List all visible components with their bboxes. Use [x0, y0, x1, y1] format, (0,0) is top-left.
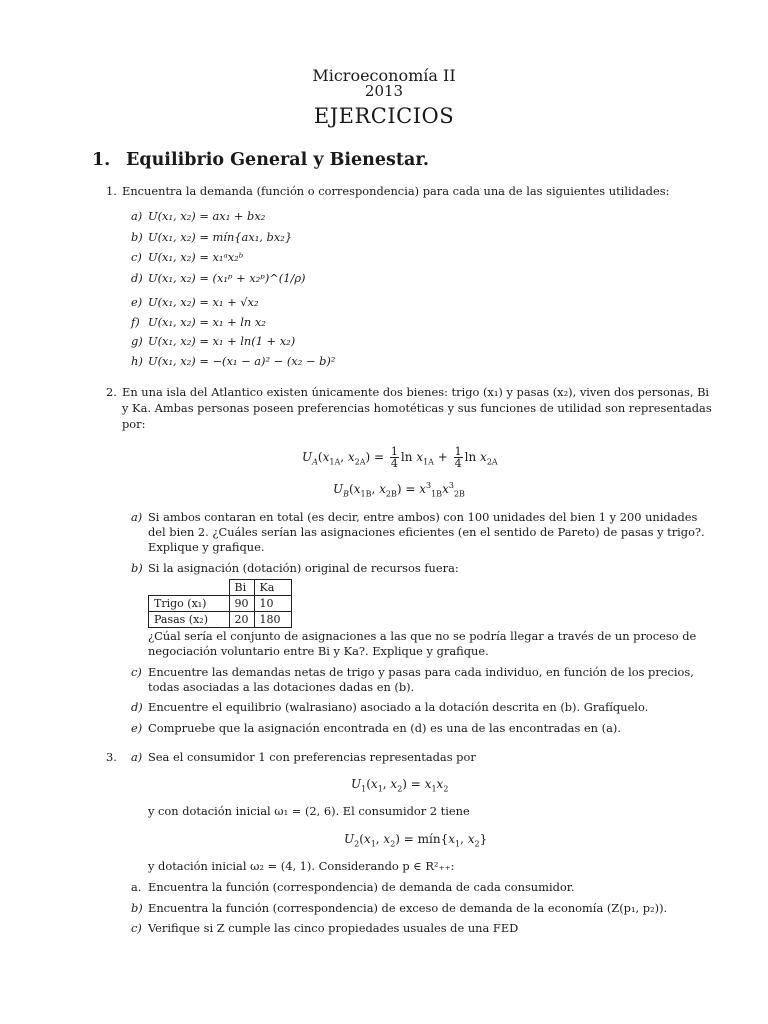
item-line: Encuentra la función (correspondencia) de demanda de cada consumidor. — [148, 880, 575, 894]
utility-expression: U(x₁, x₂) = (x₁ᵖ + x₂ᵖ)^(1/ρ) — [148, 271, 306, 285]
utility-expression: U(x₁, x₂) = x₁ + √x₂ — [148, 295, 259, 309]
question-1-number: 1. — [106, 184, 117, 198]
item-line: Verifique si Z cumple las cinco propiedades usuales de una FED — [148, 921, 519, 935]
question-2-line: y Ka. Ambas personas poseen preferencias homotéticas y sus funciones de utilidad son representadas — [122, 401, 712, 415]
table-header-cell — [149, 580, 230, 596]
table-row — [149, 612, 292, 628]
table-header-row — [149, 580, 292, 596]
utility-equation-a: $U_A(x_{1A}$, $x_{2A}$) = $\frac{1}{4}$ $\ln x_{1A}$ + $\frac{1}{4}$ $\ln x_{2A}$ — [302, 445, 498, 470]
item-line: todas asociadas a las dotaciones dadas en (b). — [148, 680, 415, 694]
consumer-2-utility: $U_2(x_1$, $x_2$) = $mín\{x_1$, $x_2$} — [344, 832, 488, 849]
question-2-number: 2. — [106, 385, 117, 399]
endowment-table — [148, 579, 292, 628]
utility-item-label: h) — [131, 354, 143, 368]
item-label: b) — [131, 561, 143, 575]
item-line: ¿Cúal sería el conjunto de asignaciones a las que no se podría llegar a través de un proceso de — [148, 629, 697, 643]
item-line: Explique y grafique. — [148, 540, 265, 554]
course-year: 2013 — [364, 82, 404, 100]
utility-expression: U(x₁, x₂) = ax₁ + bx₂ — [148, 209, 266, 223]
table-header-cell: Ka — [254, 580, 291, 596]
item-line: Encuentre las demandas netas de trigo y pasas para cada individuo, en función de los precios, — [148, 665, 694, 679]
utility-item-label: e) — [131, 295, 143, 309]
section-title: Equilibrio General y Bienestar. — [126, 150, 430, 170]
document-title: EJERCICIOS — [313, 104, 455, 128]
item-label: a) — [131, 510, 143, 524]
item-line: Encuentre el equilibrio (walrasiano) asociado a la dotación descrita en (b). Grafíquelo. — [148, 700, 649, 714]
table-cell: 90 — [229, 596, 254, 612]
item-label: c) — [131, 665, 142, 679]
item-line: negociación voluntario entre Bi y Ka?. Explique y grafique. — [148, 644, 489, 658]
section-number: 1. — [92, 150, 111, 170]
item-line: Sea el consumidor 1 con preferencias representadas por — [148, 750, 476, 764]
table-cell: 180 — [254, 612, 291, 628]
utility-item-label: c) — [131, 250, 142, 264]
utility-expression: U(x₁, x₂) = −(x₁ − a)² − (x₂ − b)² — [148, 354, 336, 368]
utility-expression: U(x₁, x₂) = x₁ + ln(1 + x₂) — [148, 334, 296, 348]
consumer-1-utility: $U_1(x_1$, $x_2) = x_1x_2$ — [351, 777, 449, 794]
section-heading — [92, 150, 429, 170]
item-label: e) — [131, 721, 143, 735]
table-cell: 20 — [229, 612, 254, 628]
item-label: a. — [131, 880, 142, 894]
utility-expression: U(x₁, x₂) = x₁ᵃx₂ᵇ — [148, 250, 244, 264]
item-line: Si ambos contaran en total (es decir, entre ambos) con 100 unidades del bien 1 y 200 unidades — [148, 510, 698, 524]
item-line: Encuentra la función (correspondencia) de exceso de demanda de la economía (Z(p₁, p₂)). — [148, 901, 668, 915]
item-label: c) — [131, 921, 142, 935]
item-label: d) — [131, 700, 143, 714]
table-cell: Pasas (x₂) — [149, 612, 230, 628]
question-2-line: por: — [122, 417, 146, 431]
question-2-line: En una isla del Atlantico existen únicamente dos bienes: trigo (x₁) y pasas (x₂), viven dos personas, Bi — [122, 385, 710, 399]
question-1-text: Encuentra la demanda (función o correspondencia) para cada una de las siguientes utilidades: — [122, 184, 670, 198]
utility-expression: U(x₁, x₂) = mín{ax₁, bx₂} — [148, 230, 293, 244]
utility-equation-b: $U_B(x_{1B}$, $x_{2B}) = x^3_{1B}x^3_{2B}$ — [333, 481, 465, 499]
table-cell: 10 — [254, 596, 291, 612]
item-label: b) — [131, 901, 143, 915]
course-title: Microeconomía II — [312, 66, 456, 85]
table-row — [149, 596, 292, 612]
utility-item-label: f) — [131, 315, 140, 329]
utility-expression: U(x₁, x₂) = x₁ + ln x₂ — [148, 315, 266, 329]
item-line: del bien 2. ¿Cuáles serían las asignaciones eficientes (en el sentido de Pareto) de pasas y trigo?. — [148, 525, 705, 539]
item-line: Compruebe que la asignación encontrada en (d) es una de las encontradas en (a). — [148, 721, 621, 735]
item-line: Si la asignación (dotación) original de recursos fuera: — [148, 561, 459, 575]
item-line: y con dotación inicial ω₁ = (2, 6). El consumidor 2 tiene — [148, 804, 470, 818]
utility-item-label: a) — [131, 209, 143, 223]
item-label: a) — [131, 750, 143, 764]
utility-item-label: b) — [131, 230, 143, 244]
question-3-number: 3. — [106, 750, 117, 764]
table-cell: Trigo (x₁) — [149, 596, 230, 612]
utility-item-label: g) — [131, 334, 143, 348]
utility-item-label: d) — [131, 271, 143, 285]
table-header-cell: Bi — [229, 580, 254, 596]
item-line: y dotación inicial ω₂ = (4, 1). Considerando p ∈ R²₊₊: — [148, 859, 455, 873]
